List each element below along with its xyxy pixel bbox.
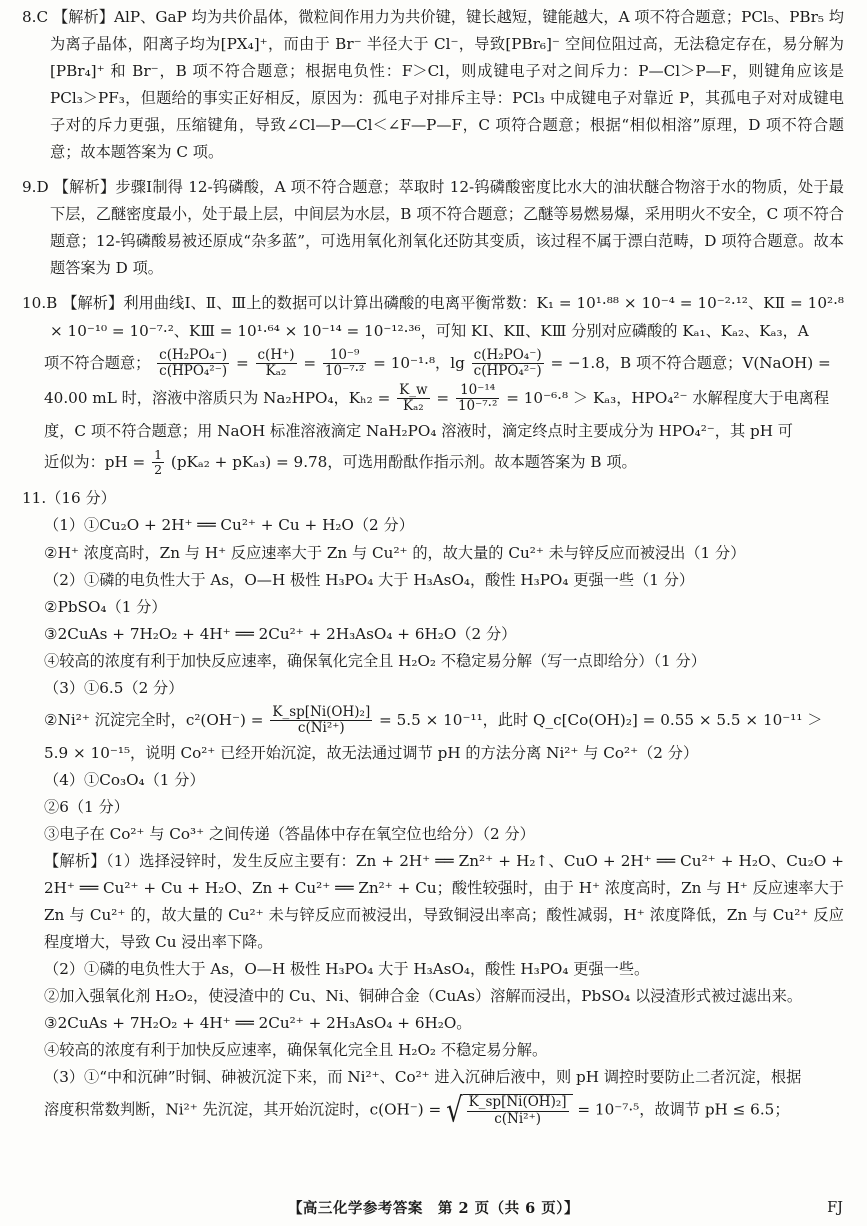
q10-constants-text: 10.B 【解析】利用曲线Ⅰ、Ⅱ、Ⅲ上的数据可以计算出磷酸的电离平衡常数：K₁ = 10¹·⁸⁸ × 10⁻⁴ = 10⁻²·¹²、KⅡ = 10²·⁸ × 10⁻¹⁰ = 10⁻⁷·²、KⅢ = 10¹·⁶⁴ × 10⁻¹⁴ = 10⁻¹²·³⁶，可知 KⅠ、KⅡ、KⅢ 分别对应磷酸的 Kₐ₁、Kₐ₂、Kₐ₃，A [22,294,844,340]
q11-answer-3-1: （3）①6.5（2 分） [44,678,184,697]
q11-explain-3-1: （3）①“中和沉砷”时铜、砷被沉淀下来，而 Ni²⁺、Co²⁺ 进入沉砷后液中，则 pH 调控时要防止二者沉淀，根据 [44,1068,802,1087]
q11-explain-1: 【解析】（1）选择浸锌时，发生反应主要有：Zn + 2H⁺ ══ Zn²⁺ + H₂↑、CuO + 2H⁺ ══ Cu²⁺ + H₂O、Cu₂O + 2H⁺ ══ Cu²⁺ + Cu + H₂O、Zn + Cu²⁺ ══ Zn²⁺ + Cu；酸性较强时，由于 H⁺ 浓度高时，Zn 与 H⁺ 反应速率大于 Zn 与 Cu²⁺ 的，故大量的 Cu²⁺ 未与锌反应而被浸出，导致铜浸出率高；酸性减弱，H⁺ 浓度降低，Zn 与 Cu²⁺ 反应程度增大，导致 Cu 浸出率下降。 [44,852,844,952]
q10-hydrolysis-line: 40.00 mL 时，溶液中溶质只为 Na₂HPO₄，Kₕ₂ = $\frac{K\_w}{\text{Kₐ₂}}$ = $\frac{\text{10⁻¹⁴}}{\text{10⁻⁷·²}}$ = 10⁻⁶·⁸ ＞ Kₐ₃，HPO₄²⁻ 水解程度大于电离程 [44,381,830,415]
region-code: FJ [827,1200,843,1216]
page-footer: 【高三化学参考答案 第 2 页（共 6 页）】 [287,1200,580,1217]
q11-explain-2-4: ④较高的浓度有利于加快反应速率，确保氧化完全且 H₂O₂ 不稳定易分解。 [44,1041,548,1060]
q11-answer-1-2: ②H⁺ 浓度高时，Zn 与 H⁺ 反应速率大于 Zn 与 Cu²⁺ 的，故大量的 Cu²⁺ 未与锌反应而被浸出（1 分） [44,543,746,562]
q11-answer-4-2: ②6（1 分） [44,797,129,816]
answer-q10 [22,290,844,477]
q11-explain-2-1: （2）①磷的电负性大于 As，O—H 极性 H₃PO₄ 大于 H₃AsO₄，酸性 H₃PO₄ 更强一些。 [44,960,650,979]
fraction-kw-ka2: $\frac{K\_w}{\text{Kₐ₂}}$ [399,381,428,415]
fraction-h2po4-hpo4: $\frac{\text{c(H₂PO₄⁻)}}{\text{c(HPO₄²⁻)}}$ [159,346,228,380]
answer-q8: 8.C 【解析】AlP、GaP 均为共价晶体，微粒间作用力为共价键，键长越短，键能越大，A 项不符合题意；PCl₅、PBr₅ 均为离子晶体，阳离子均为[PX₄]⁺，而由于 Br⁻ 半径大于 Cl⁻，导致[PBr₆]⁻ 空间位阻过高，无法稳定存在，易分解为[PBr₄]⁺ 和 Br⁻，B 项不符合题意；根据电负性：F＞Cl，则成键电子对之间斥力：P—Cl＞P—F，则键角应该是 PCl₃＞PF₃，但题给的事实正好相反，原因为：孤电子对排斥主导：PCl₃ 中成键电子对靠近 P，其孤电子对对成键电子对的斥力更强，压缩键角，导致∠Cl—P—Cl＜∠F—P—F，C 项符合题意；根据“相似相溶”原理，D 项不符合题意；故本题答案为 C 项。 [22,8,844,162]
fraction-ksp-ni-sqrt: $\frac{\text{K\_sp[Ni(OH)₂]}}{\text{c(Ni²⁺)}}$ [468,1094,567,1127]
q11-explain-2-3: ③2CuAs + 7H₂O₂ + 4H⁺ ══ 2Cu²⁺ + 2H₃AsO₄ + 6H₂O。 [44,1014,472,1033]
q11-answer-2-3: ③2CuAs + 7H₂O₂ + 4H⁺ ══ 2Cu²⁺ + 2H₃AsO₄ + 6H₂O（2 分） [44,624,517,643]
q11-explain-3-1-cont: 溶度积常数判断，Ni²⁺ 先沉淀，其开始沉淀时，c(OH⁻) = √ $\frac{\text{K\_sp[Ni(OH)₂]}}{\text{c(Ni²⁺)}}$ = 10⁻⁷·⁵，故调节 pH ≤ 6.5； [44,1091,790,1131]
sqrt-sign: √ [446,1091,463,1131]
answer-q11 [22,485,844,1131]
q11-explain-2-2: ②加入强氧化剂 H₂O₂，使浸渣中的 Cu、Ni、铜砷合金（CuAs）溶解而浸出，PbSO₄ 以浸渣形式被过滤出来。 [44,987,803,1006]
q10-ph-line: 近似为：pH = $\frac{1}{2}$ (pKₐ₂ + pKₐ₃) = 9.78，可选用酚酞作指示剂。故本题答案为 B 项。 [44,446,637,478]
q11-header: 11.（16 分） [22,489,116,508]
fraction-h-ka2: $\frac{c(H^+)}{\text{Kₐ₂}}$ [257,346,295,380]
answer-page [22,4,844,1130]
q11-answer-4-1: （4）①Co₃O₄（1 分） [44,770,205,789]
q10-titration-text: 度，C 项不符合题意；用 NaOH 标准溶液滴定 NaH₂PO₄ 溶液时，滴定终点时主要成分为 HPO₄²⁻，其 pH 可 [44,421,793,440]
q11-answer-1-1: （1）①Cu₂O + 2H⁺ ══ Cu²⁺ + Cu + H₂O（2 分） [44,516,414,535]
q11-answer-2-2: ②PbSO₄（1 分） [44,597,167,616]
q11-answer-2-4: ④较高的浓度有利于加快反应速率，确保氧化完全且 H₂O₂ 不稳定易分解（写一点即给分）（1 分） [44,651,706,670]
sqrt-body [463,1094,573,1127]
q11-answer-3-2: ②Ni²⁺ 沉淀完全时，c²(OH⁻) = $\frac{\text{K\_sp[Ni(OH)₂]}}{\text{c(Ni²⁺)}}$ = 5.5 × 10⁻¹¹，此时 Q_c[Co(OH)₂] = 0.55 × 5.5 × 10⁻¹¹ ＞ [44,703,823,737]
answer-q9: 9.D 【解析】步骤Ⅰ制得 12-钨磷酸，A 项不符合题意；萃取时 12-钨磷酸密度比水大的油状醚合物溶于水的物质，处于最下层，乙醚密度最小，处于最上层，中间层为水层，B 项不符合题意；乙醚等易燃易爆，采用明火不安全，C 项不符合题意；12-钨磷酸易被还原成“杂多蓝”，可选用氧化剂氧化还防其变质，该过程不属于漂白范畴，D 项符合题意。故本题答案为 D 项。 [22,178,844,278]
fraction-h2po4-hpo4-log: $\frac{\text{c(H₂PO₄⁻)}}{\text{c(HPO₄²⁻)}}$ [473,346,542,380]
fraction-ksp-ni: $\frac{\text{K\_sp[Ni(OH)₂]}}{\text{c(Ni²⁺)}}$ [272,703,371,737]
fraction-kh2-value: $\frac{\text{10⁻¹⁴}}{\text{10⁻⁷·²}}$ [457,381,498,415]
q11-answer-4-3: ③电子在 Co²⁺ 与 Co³⁺ 之间传递（答晶体中存在氧空位也给分）（2 分） [44,824,535,843]
fraction-one-half: $\frac{1}{2}$ [154,446,163,478]
q11-answer-2-1: （2）①磷的电负性大于 As，O—H 极性 H₃PO₄ 大于 H₃AsO₄，酸性 H₃PO₄ 更强一些（1 分） [44,570,695,589]
fraction-powers: $\frac{\text{10⁻⁹}}{\text{10⁻⁷·²}}$ [324,346,365,380]
q10-ratio-line: 项不符合题意； $\frac{\text{c(H₂PO₄⁻)}}{\text{c(HPO₄²⁻)}}$ = $\frac{c(H^+)}{\text{Kₐ₂}}$ = $\frac{\text{10⁻⁹}}{\text{10⁻⁷·²}}$ = 10⁻¹·⁸，lg $\frac{\text{c(H₂PO₄⁻)}}{\text{c(HPO₄²⁻)}}$ = −1.8，B 项不符合题意；V(NaOH) = [44,346,831,380]
q11-answer-3-2-cont: 5.9 × 10⁻¹⁵，说明 Co²⁺ 已经开始沉淀，故无法通过调节 pH 的方法分离 Ni²⁺ 与 Co²⁺（2 分） [44,743,699,762]
